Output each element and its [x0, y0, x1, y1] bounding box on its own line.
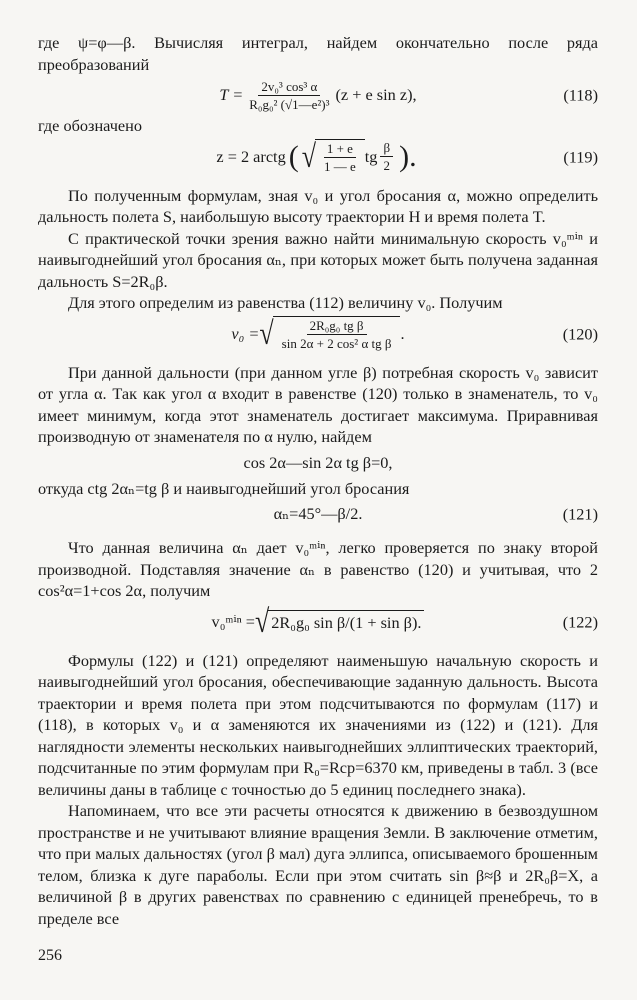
- eq118-rhs: (z + e sin z),: [335, 85, 417, 105]
- eq122-sqrt: [254, 602, 424, 639]
- radical-icon: √: [301, 137, 316, 174]
- eq119-number: (119): [563, 146, 598, 166]
- radical-icon: √: [259, 314, 274, 351]
- eq119-lhs: z = 2 arctg: [216, 146, 286, 166]
- eq120-number: (120): [562, 323, 598, 343]
- eq120-numerator: 2R₀g₀ tg β: [307, 318, 367, 335]
- eq122-body: 2R₀g₀ sin β/(1 + sin β).: [268, 610, 424, 634]
- eq119-tg: tg: [364, 146, 378, 166]
- paragraph-9: Формулы (122) и (121) определяют наименьшую начальную скорость и наивыгоднейший угол бросания, обеспечивающие заданную дальность. Высота траектории и время полета при этом подсчитываются по формулам (117) и (118), в которых v₀ и α заменяются их значениями из (122) и (121). Для наглядности элементы нескольких наивыгоднейших эллиптических траекторий, подсчитанные по этим формулам при R₀=Rср=6370 км, приведены в табл. 3 (все величины даны в таблице с точностью до 5 единиц последнего знака).: [38, 650, 598, 799]
- equation-unnumbered: [38, 448, 598, 478]
- paragraph-7: откуда ctg 2αₙ=tg β и наивыгоднейший угол бросания: [38, 478, 410, 498]
- eq122-lhs: v₀ᵐⁱⁿ =: [211, 611, 255, 631]
- eq119-numerator: 1 + e: [324, 141, 356, 158]
- eq118-number: (118): [563, 85, 598, 105]
- eq121-number: (121): [562, 504, 598, 524]
- eq118-denominator: R₀g₀² (√1—e²)³: [249, 96, 330, 112]
- paragraph-8: Что данная величина αₙ дает v₀ᵐⁱⁿ, легко проверяется по знаку второй производной. Подставляя значение αₙ в равенство (120) и учитывая, что 2 cos²α=1+cos 2α, получим: [38, 538, 598, 600]
- eq120-denominator: sin 2α + 2 cos² α tg β: [281, 336, 392, 351]
- eq-mid: cos 2α—sin 2α tg β=0,: [243, 452, 393, 472]
- equation-119: [38, 137, 598, 177]
- eq119-sqrt: [302, 139, 365, 174]
- eq120-lhs: v₀ =: [231, 323, 260, 343]
- eq119-beta-num: β: [380, 140, 393, 157]
- eq118-fraction: [246, 79, 332, 112]
- equation-122: [38, 602, 598, 642]
- eq120-dot: .: [400, 323, 405, 343]
- paragraph-10: Напоминаем, что все эти расчеты относятся к движению в безвоздушном пространстве и не учитывают влияние вращения Земли. В заключение отметим, что при малых дальностях (угол β мал) дуга эллипса, описываемого брошенным телом, близка к дуге параболы. Если при этом считать sin β≈β и 2R₀β=X, а величиной β в других равенствах по сравнению с единицей пренебречь, то в пределе все: [38, 801, 598, 928]
- eq120-fraction: [279, 318, 395, 351]
- paragraph-4: С практической точки зрения важно найти минимальную скорость v₀ᵐⁱⁿ и наивыгоднейший угол бросания αₙ, при которых может быть получена заданная дальность S=2R₀β.: [38, 228, 598, 291]
- eq121-body: αₙ=45°—β/2.: [273, 504, 363, 524]
- eq120-sqrt: [259, 316, 400, 351]
- page-body: [38, 32, 598, 929]
- eq119-beta-fraction: [380, 140, 393, 173]
- paragraph-2: где обозначено: [38, 116, 142, 135]
- eq119-beta-den: 2: [383, 158, 391, 173]
- page-number: 256: [38, 947, 62, 964]
- paragraph-1: где ψ=φ—β. Вычисляя интеграл, найдем окончательно после ряда преобразований: [38, 33, 598, 74]
- paragraph-3: По полученным формулам, зная v₀ и угол бросания α, можно определить дальность полета S, наибольшую высоту траектории H и время полета T.: [38, 185, 598, 226]
- equation-120: [38, 314, 598, 354]
- radical-icon: √: [254, 602, 270, 639]
- eq119-denominator: 1 — e: [324, 159, 356, 174]
- eq118-numerator: 2v₀³ cos³ α: [258, 79, 320, 96]
- eq119-open-paren: (: [288, 139, 299, 173]
- paragraph-6: При данной дальности (при данном угле β) потребная скорость v₀ зависит от угла α. Так как угол α входит в равенстве (120) только в знаменатель, то v₀ имеет минимум, когда этот знаменатель достигает максимума. Приравнивая производную от знаменателя по α нулю, найдем: [38, 362, 598, 446]
- eq119-fraction: [321, 141, 359, 174]
- equation-121: [38, 499, 598, 529]
- equation-118: [38, 75, 598, 115]
- eq119-close: ).: [399, 139, 417, 173]
- paragraph-5: Для этого определим из равенства (112) величину v₀. Получим: [68, 293, 503, 312]
- eq122-number: (122): [562, 611, 598, 631]
- eq118-lhs: T =: [219, 85, 244, 105]
